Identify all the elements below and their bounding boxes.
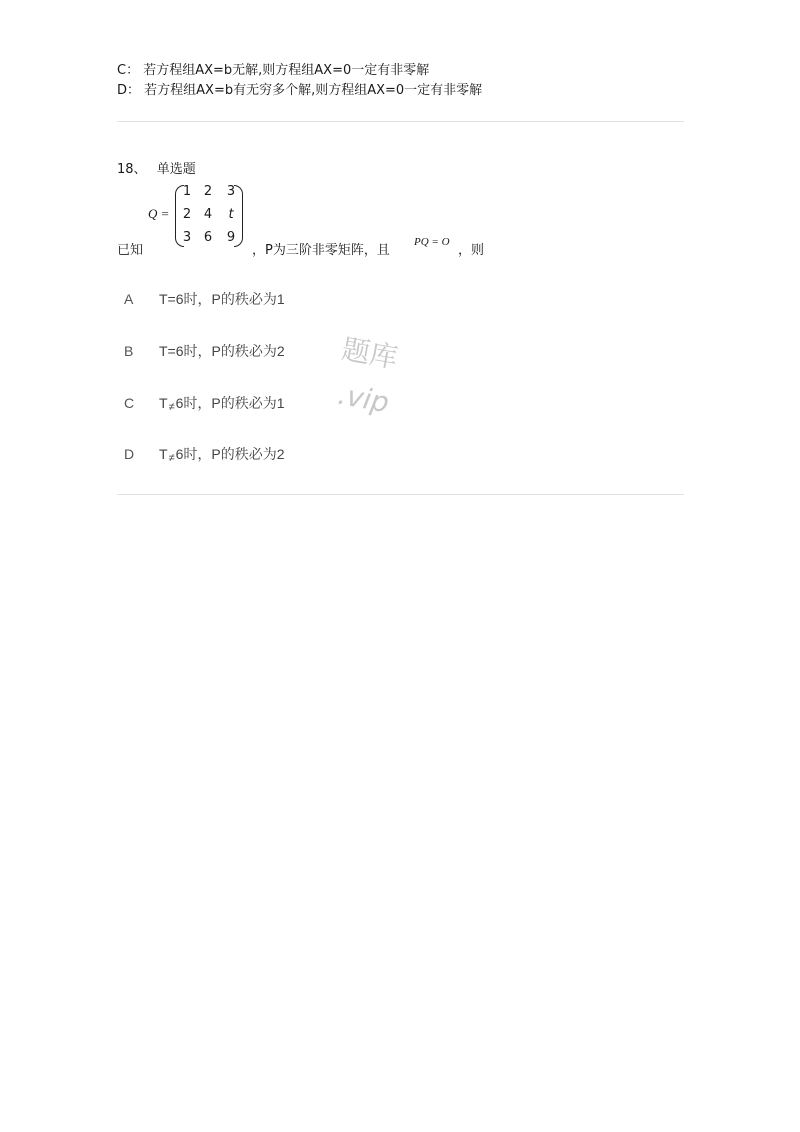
question-type: 单选题 <box>156 162 196 177</box>
option-text: T=6时，P的秩必为1 <box>159 291 285 307</box>
matrix-cell: t <box>228 207 234 222</box>
matrix-cell: 3 <box>182 230 192 245</box>
option-text-after: 6时，P的秩必为1 <box>175 395 285 411</box>
watermark-line2: .vip <box>335 377 392 420</box>
matrix-label: Q = <box>148 206 170 221</box>
option-text-after: 6时，P的秩必为2 <box>175 446 285 462</box>
matrix-cell: 4 <box>203 207 213 222</box>
not-equal-symbol: ≠ <box>168 401 175 413</box>
divider-top <box>117 121 684 122</box>
stem-prefix: 已知 <box>117 243 144 258</box>
option-text-before: T <box>159 446 168 462</box>
matrix-cell: 1 <box>182 184 192 199</box>
watermark-line1: 题库 <box>339 332 401 375</box>
prev-option-d: D： 若方程组AX=b有无穷多个解,则方程组AX=0一定有非零解 <box>117 83 483 98</box>
matrix-cell: 6 <box>203 230 213 245</box>
matrix-cell: 2 <box>203 184 213 199</box>
matrix-cell: 9 <box>226 230 236 245</box>
question-header <box>117 158 196 177</box>
option-text-before: T <box>159 395 168 411</box>
option-letter: C <box>124 395 135 411</box>
option-text: T=6时，P的秩必为2 <box>159 343 285 359</box>
matrix-cell: 2 <box>182 207 192 222</box>
option-letter: A <box>124 291 134 307</box>
prev-option-c: C： 若方程组AX=b无解,则方程组AX=0一定有非零解 <box>117 63 430 78</box>
matrix-cell: 3 <box>226 184 236 199</box>
condition-pq: PQ = O <box>414 236 450 248</box>
option-text <box>159 393 285 413</box>
stem-middle: ，P为三阶非零矩阵，且 <box>252 243 390 258</box>
option-letter: B <box>124 343 134 359</box>
option-letter: D <box>124 446 135 462</box>
stem-suffix: ，则 <box>458 243 485 258</box>
question-number: 18、 <box>117 162 147 177</box>
not-equal-symbol: ≠ <box>168 452 175 464</box>
option-text <box>159 444 285 464</box>
divider-bottom <box>117 494 684 495</box>
